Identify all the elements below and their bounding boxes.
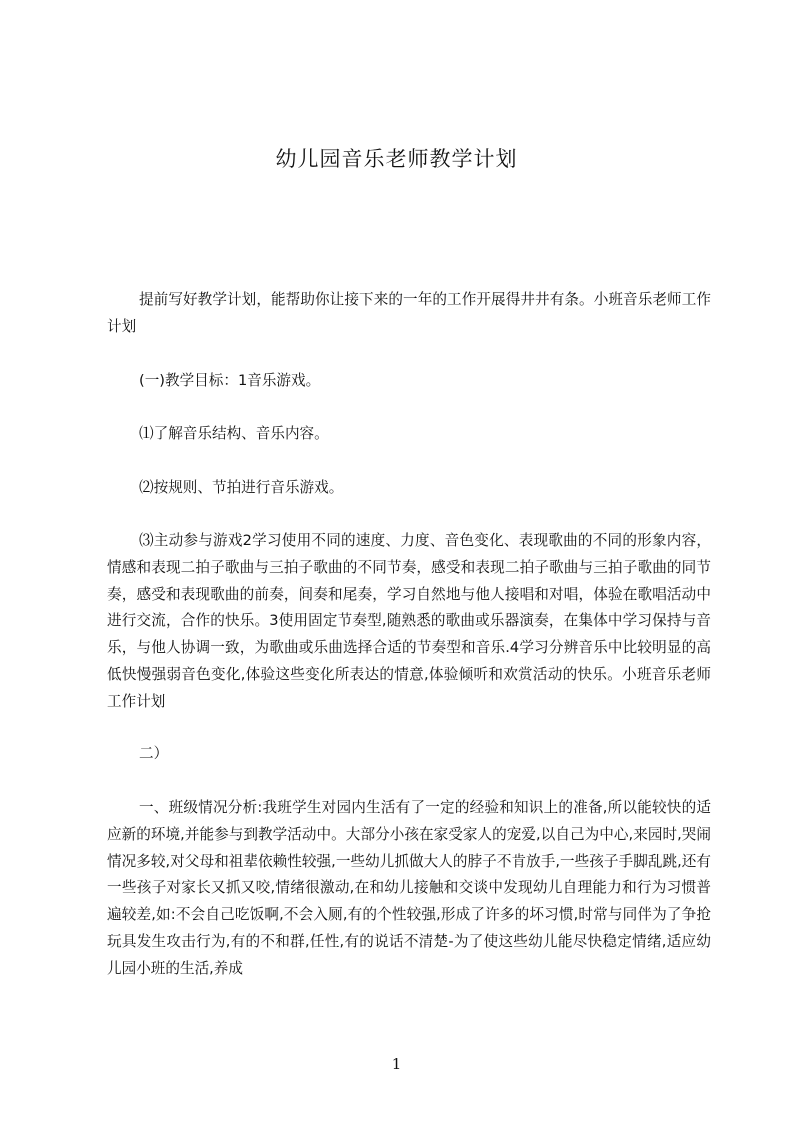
class-analysis-paragraph: 一、班级情况分析:我班学生对园内生活有了一定的经验和知识上的准备,所以能较快的适应新的环境,并能参与到教学活动中。大部分小孩在家受家人的宠爱,以自己为中心,来园时,哭闹情况多较,对父母和祖辈依赖性较强,一些幼儿抓做大人的脖子不肯放手,一些孩子手脚乱跳,还有一些孩子对家长又抓又咬,情绪很激动,在和幼儿接触和交谈中发现幼儿自理能力和行为习惯普遍较差,如:不会自己吃饭啊,不会入厕,有的个性较强,形成了许多的坏习惯,时常与同伴为了争抢玩具发生攻击行为,有的不和群,任性,有的说话不清楚-为了使这些幼儿能尽快稳定情绪,适应幼儿园小班的生活,养成	[107, 799, 711, 977]
goal-item-2: ⑵按规则、节拍进行音乐游戏。	[139, 479, 344, 496]
teaching-goal-heading: (一)教学目标：1音乐游戏。	[139, 372, 321, 389]
intro-paragraph: 提前写好教学计划，能帮助你让接下来的一年的工作开展得井井有条。小班音乐老师工作计划	[107, 291, 711, 335]
goal-item-1: ⑴了解音乐结构、音乐内容。	[139, 425, 329, 442]
page-number: 1	[391, 1055, 402, 1073]
document-title: 幼儿园音乐老师教学计划	[275, 147, 518, 171]
section-two-heading: 二）	[139, 745, 169, 762]
goal-item-3-paragraph: ⑶主动参与游戏2学习使用不同的速度、力度、音色变化、表现歌曲的不同的形象内容，情感和表现二拍子歌曲与三拍子歌曲的不同节奏，感受和表现二拍子歌曲与三拍子歌曲的同节奏，感受和表现歌曲的前奏，间奏和尾奏，学习自然地与他人接唱和对唱，体验在歌唱活动中进行交流，合作的快乐。3使用固定节奏型,随熟悉的歌曲或乐器演奏，在集体中学习保持与音乐，与他人协调一致，为歌曲或乐曲选择合适的节奏型和音乐.4学习分辨音乐中比较明显的高低快慢强弱音色变化,体验这些变化所表达的情意,体验倾听和欢赏活动的快乐。小班音乐老师工作计划	[107, 532, 711, 710]
